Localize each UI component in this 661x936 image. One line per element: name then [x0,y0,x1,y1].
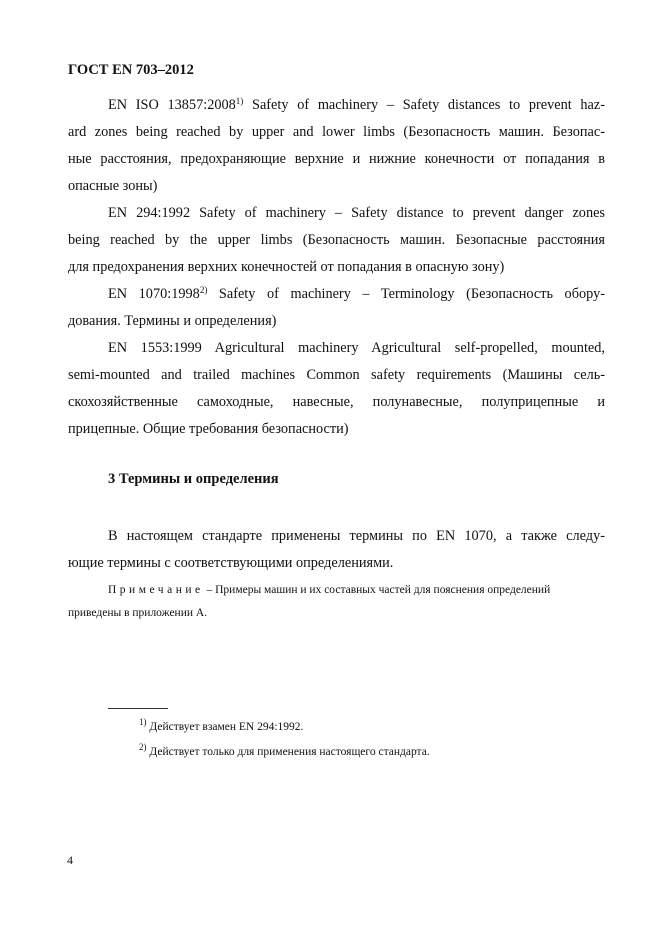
reference-line: EN ISO 13857:2008$^{1)}$ Safety of machinery – Safety distances to prevent haz- [108,96,605,113]
note: Примечание – Примеры машин и их составных частей для пояснения определений [108,584,551,596]
page-number: 4 [67,853,73,867]
section-intro-line: ющие термины с соответствующими определениями. [68,555,394,571]
reference-line: ard zones being reached by upper and lower limbs (Безопасность машин. Безопас- [68,124,605,140]
reference-line: semi-mounted and trailed machines Common safety requirements (Машины сель- [68,367,605,383]
note-label: Примечание [108,584,204,596]
reference-line: EN 1070:1998$^{2)}$ Safety of machinery – Terminology (Безопасность обору- [108,285,605,302]
footnote-mark: 2) [199,285,208,295]
reference-line: ные расстояния, предохраняющие верхние и нижние конечности от попадания в [68,151,605,167]
footnote-mark: 2) [139,742,147,752]
reference-line: прицепные. Общие требования безопасности) [68,421,349,437]
reference-line: EN 1553:1999 Agricultural machinery Agricultural self-propelled, mounted, [108,340,605,356]
reference-line: EN 294:1992 Safety of machinery – Safety distance to prevent danger zones [108,205,605,221]
reference-line: being reached by the upper limbs (Безопасность машин. Безопасные расстояния [68,232,605,248]
footnote-mark: 1) [139,717,147,727]
reference-line: дования. Термины и определения) [68,313,277,329]
footnote: $^{2)}$ Действует только для применения настоящего стандарта. [139,742,430,758]
reference-line: для предохранения верхних конечностей от попадания в опасную зону) [68,259,505,275]
footnote: $^{1)}$ Действует взамен EN 294:1992. [139,717,304,733]
footnote-divider [108,708,168,709]
section-intro-line: В настоящем стандарте применены термины по EN 1070, а также следу- [108,528,605,544]
section-heading: 3 Термины и определения [108,471,279,487]
reference-line: скохозяйственные самоходные, навесные, полунавесные, полуприцепные и [68,394,605,410]
reference-line: опасные зоны) [68,178,158,194]
footnote-mark: 1) [235,96,244,106]
document-code: ГОСТ EN 703–2012 [68,62,194,78]
note-continuation: приведены в приложении А. [68,607,208,619]
